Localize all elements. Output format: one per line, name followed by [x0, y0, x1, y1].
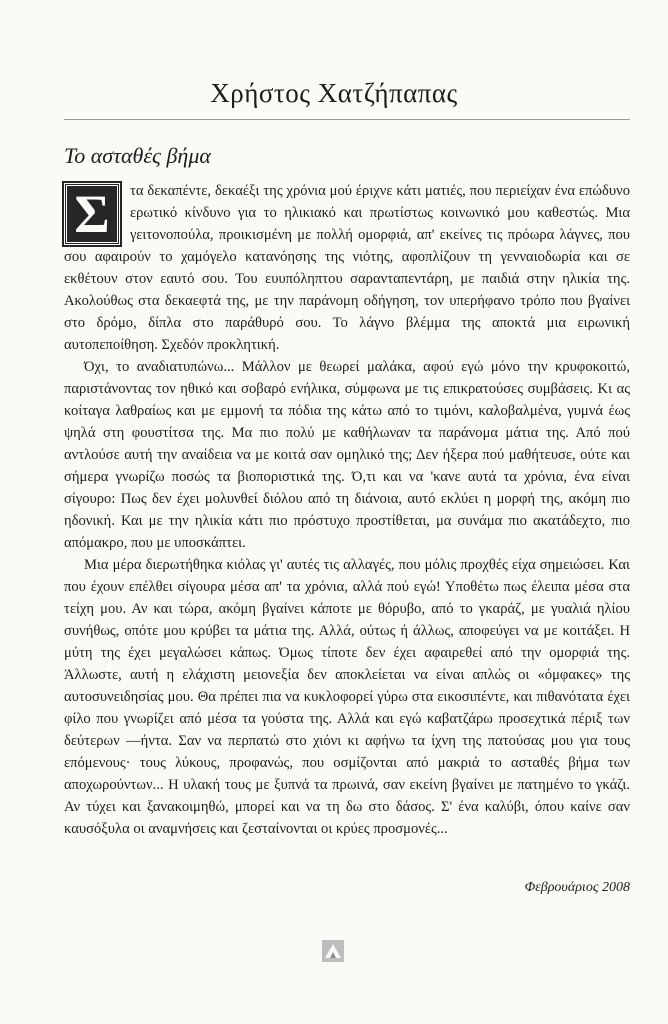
drop-cap: Σ: [64, 183, 120, 245]
publisher-logo-icon: [322, 940, 344, 962]
author-name: Χρήστος Χατζήπαπας: [210, 78, 458, 108]
paragraph: Όχι, το αναδιατυπώνω... Μάλλον με θεωρεί μαλάκα, αφού εγώ μόνο την κρυφοκοιτώ, παριστάνοντας τον ηθικό και σοβαρό ενήλικα, σύμφωνα με τις επικρατούσες συμβάσεις. Κι ας κοίταγα λαθραίως και με εμμονή τα πόδια της κάτω από το τιμόνι, καλοβαλμένα, γυμνά έως ψηλά στη φουστίτσα της. Μα πιο πολύ με καθήλωναν τα παράνομα μάτια της. Από πού αντλούσε αυτή την αναίδεια να με κοιτά σαν ομηλικό της; Δεν ήξερα πού μαθήτευσε, ούτε και σήμερα γνωρίζω ποσώς τα βιοποριστικά της. Ό,τι και να 'κανε αυτά τα χρόνια, ένα είναι σίγουρο: Πως δεν έχει μολυνθεί διόλου από τη διάνοια, αυτό εκλύει η μορφή της, ακόμη πιο ηδονική. Και με την ηλικία κάτι πιο πρόστυχο προστίθεται, μα συνάμα πιο ακατάδεχτο, πιο απόμακρο, που με υποσκάπτει.: [64, 359, 630, 551]
article-title: Το ασταθές βήμα: [64, 143, 211, 168]
article-date: Φεβρουάριος 2008: [524, 880, 630, 895]
paragraph: τα δεκαπέντε, δεκαέξι της χρόνια μού έριχνε κάτι ματιές, που περιείχαν ένα επώδυνο ερωτικό κίνδυνο για το ηλικιακό και πρωτίστως κοινωνικό μου καθεστώς. Μια γειτονοπούλα, προικισμένη με πολλή ομορφιά, απ' εκείνες τις πρόωρα λάγνες, που σου αφαιρούν το χαμόγελο κατανόησης της νιότης, αφοπλίζουν τη γενναιοδωρία και σε εκθέτουν στον εαυτό σου. Του ευυπόληπτου σαρανταπεντάρη, με παιδιά στην ηλικία της. Ακολούθως στα δεκαεφτά της, με την παράνομη οδήγηση, τον υπερήφανο τρόπο που βγαίνει στο δρόμο, δίπλα στο παράθυρό σου. Το λάγνο βλέμμα της αποκτά μια ειρωνική αυτοπεποίθηση. Σχεδόν προκλητική.: [64, 183, 630, 353]
paragraph: Μια μέρα διερωτήθηκα κιόλας γι' αυτές τις αλλαγές, που μόλις προχθές είχα σημειώσει. Και που έχουν επέλθει σίγουρα μέσα απ' τα χρόνια, αλλά πού εγώ! Υποθέτω πως έλειπα μέσα στα τείχη μου. Αν και τώρα, ακόμη βγαίνει κάποτε με θόρυβο, από το γκαράζ, με γυαλιά ηλίου συνήθως, οπότε μου κρύβει τα μάτια της. Αλλά, ούτως ή άλλως, αποφεύγει να με κοιτάξει. Η μύτη της έχει μεγαλώσει κάπως. Όμως τίποτε δεν έχει αφαιρεθεί από την ομορφιά της. Άλλωστε, αυτή η ελάχιστη μειονεξία δεν αποκλείεται να είναι απλώς οι «όμφακες» της αυτοσυνειδησίας μου. Θα πρέπει πια να κυκλοφορεί γύρω στα εικοσιπέντε, και πιθανότατα έχει φίλο που γνωρίζει από μέσα τα γούστα της. Αλλά και εγώ καβατζάρω προσεχτικά πέριξ των δεύτερων —ήντα. Σαν να περπατώ στο χιόνι κι αφήνω τα ίχνη της πατούσας μου για τους επόμενους· τους λύκους, προφανώς, που οσμίζονται από μακριά το ασταθές βήμα των αποχωρούντων... Η υλακή τους με ξυπνά τα πρωινά, σαν εκείνη βγαίνει με πατημένο το γκάζι. Αν τύχει και ξανακοιμηθώ, μπορεί και να τη δω στο δάσος. Σ' ένα καλύβι, όπου καίνε σαν καυσόξυλα οι αναμνήσεις και ζεσταίνονται οι κρύες προσμονές...: [64, 557, 630, 837]
header-divider: [64, 119, 630, 120]
article-body: [64, 180, 630, 840]
